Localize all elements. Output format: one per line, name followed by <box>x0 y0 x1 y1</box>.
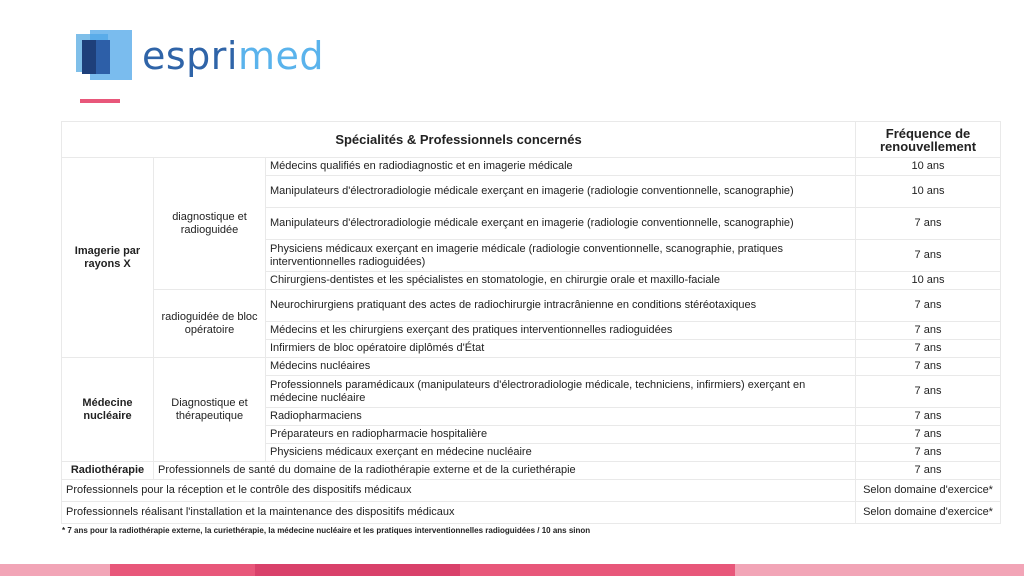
bar-segment <box>110 564 255 576</box>
footnote: * 7 ans pour la radiothérapie externe, la curiethérapie, la médecine nucléaire et les pratiques interventionnelles radioguidées / 10 ans sinon <box>62 526 591 535</box>
frequency-cell: 7 ans <box>856 444 1001 462</box>
category-imagerie: Imagerie par rayons X <box>62 158 154 358</box>
table-row <box>62 462 1001 480</box>
subcategory-diagnostique-therapeutique: Diagnostique et thérapeutique <box>154 358 266 462</box>
frequency-cell: 7 ans <box>856 208 1001 240</box>
frequency-cell: Selon domaine d'exercice* <box>856 480 1001 502</box>
professional-cell: Neurochirurgiens pratiquant des actes de radiochirurgie intracrânienne en conditions stéréotaxiques <box>266 290 856 322</box>
frequency-cell: 7 ans <box>856 290 1001 322</box>
subcategory-bloc-operatoire: radioguidée de bloc opératoire <box>154 290 266 358</box>
logo-mark-icon <box>68 30 132 82</box>
category-radiotherapie: Radiothérapie <box>62 462 154 480</box>
frequency-cell: 7 ans <box>856 358 1001 376</box>
table-row <box>62 158 1001 176</box>
frequency-cell: 7 ans <box>856 240 1001 272</box>
bar-segment <box>735 564 1024 576</box>
frequency-cell: 10 ans <box>856 158 1001 176</box>
accent-divider <box>80 99 120 103</box>
frequency-cell: 7 ans <box>856 462 1001 480</box>
professional-cell: Préparateurs en radiopharmacie hospitalière <box>266 426 856 444</box>
frequency-cell: 7 ans <box>856 322 1001 340</box>
subcategory-diagnostique-radioguidee: diagnostique et radioguidée <box>154 158 266 290</box>
header-specialties: Spécialités & Professionnels concernés <box>62 122 856 158</box>
professional-cell: Professionnels réalisant l'installation et la maintenance des dispositifs médicaux <box>62 502 856 524</box>
bar-segment <box>0 564 110 576</box>
frequency-cell: 7 ans <box>856 340 1001 358</box>
professional-cell: Radiopharmaciens <box>266 408 856 426</box>
professional-cell: Physiciens médicaux exerçant en imagerie médicale (radiologie conventionnelle, scanographie, pratiques interventionnelles radioguidées) <box>266 240 856 272</box>
esprimed-logo <box>68 30 325 85</box>
professional-cell: Professionnels pour la réception et le contrôle des dispositifs médicaux <box>62 480 856 502</box>
category-medecine-nucleaire: Médecine nucléaire <box>62 358 154 462</box>
table-header-row <box>62 122 1001 158</box>
bottom-decorative-bar <box>0 564 1024 576</box>
training-frequency-table <box>61 121 1001 524</box>
table-row <box>62 290 1001 322</box>
professional-cell: Physiciens médicaux exerçant en médecine nucléaire <box>266 444 856 462</box>
professional-cell: Professionnels de santé du domaine de la radiothérapie externe et de la curiethérapie <box>154 462 856 480</box>
bar-segment <box>460 564 735 576</box>
professional-cell: Professionnels paramédicaux (manipulateurs d'électroradiologie médicale, techniciens, infirmiers) exerçant en médecine nucléaire <box>266 376 856 408</box>
professional-cell: Médecins qualifiés en radiodiagnostic et en imagerie médicale <box>266 158 856 176</box>
professional-cell: Manipulateurs d'électroradiologie médicale exerçant en imagerie (radiologie conventionnelle, scanographie) <box>266 208 856 240</box>
frequency-cell: 7 ans <box>856 408 1001 426</box>
table-row <box>62 480 1001 502</box>
logo-wordmark: esprimed <box>142 34 325 78</box>
professional-cell: Manipulateurs d'électroradiologie médicale exerçant en imagerie (radiologie conventionnelle, scanographie) <box>266 176 856 208</box>
frequency-cell: 7 ans <box>856 426 1001 444</box>
frequency-cell: 10 ans <box>856 176 1001 208</box>
professional-cell: Chirurgiens-dentistes et les spécialistes en stomatologie, en chirurgie orale et maxillo-faciale <box>266 272 856 290</box>
frequency-cell: 10 ans <box>856 272 1001 290</box>
bar-segment <box>255 564 460 576</box>
header-frequency: Fréquence de renouvellement <box>856 122 1001 158</box>
professional-cell: Infirmiers de bloc opératoire diplômés d'État <box>266 340 856 358</box>
frequency-cell: 7 ans <box>856 376 1001 408</box>
frequency-cell: Selon domaine d'exercice* <box>856 502 1001 524</box>
professional-cell: Médecins et les chirurgiens exerçant des pratiques interventionnelles radioguidées <box>266 322 856 340</box>
professional-cell: Médecins nucléaires <box>266 358 856 376</box>
table-row <box>62 502 1001 524</box>
table-row <box>62 358 1001 376</box>
